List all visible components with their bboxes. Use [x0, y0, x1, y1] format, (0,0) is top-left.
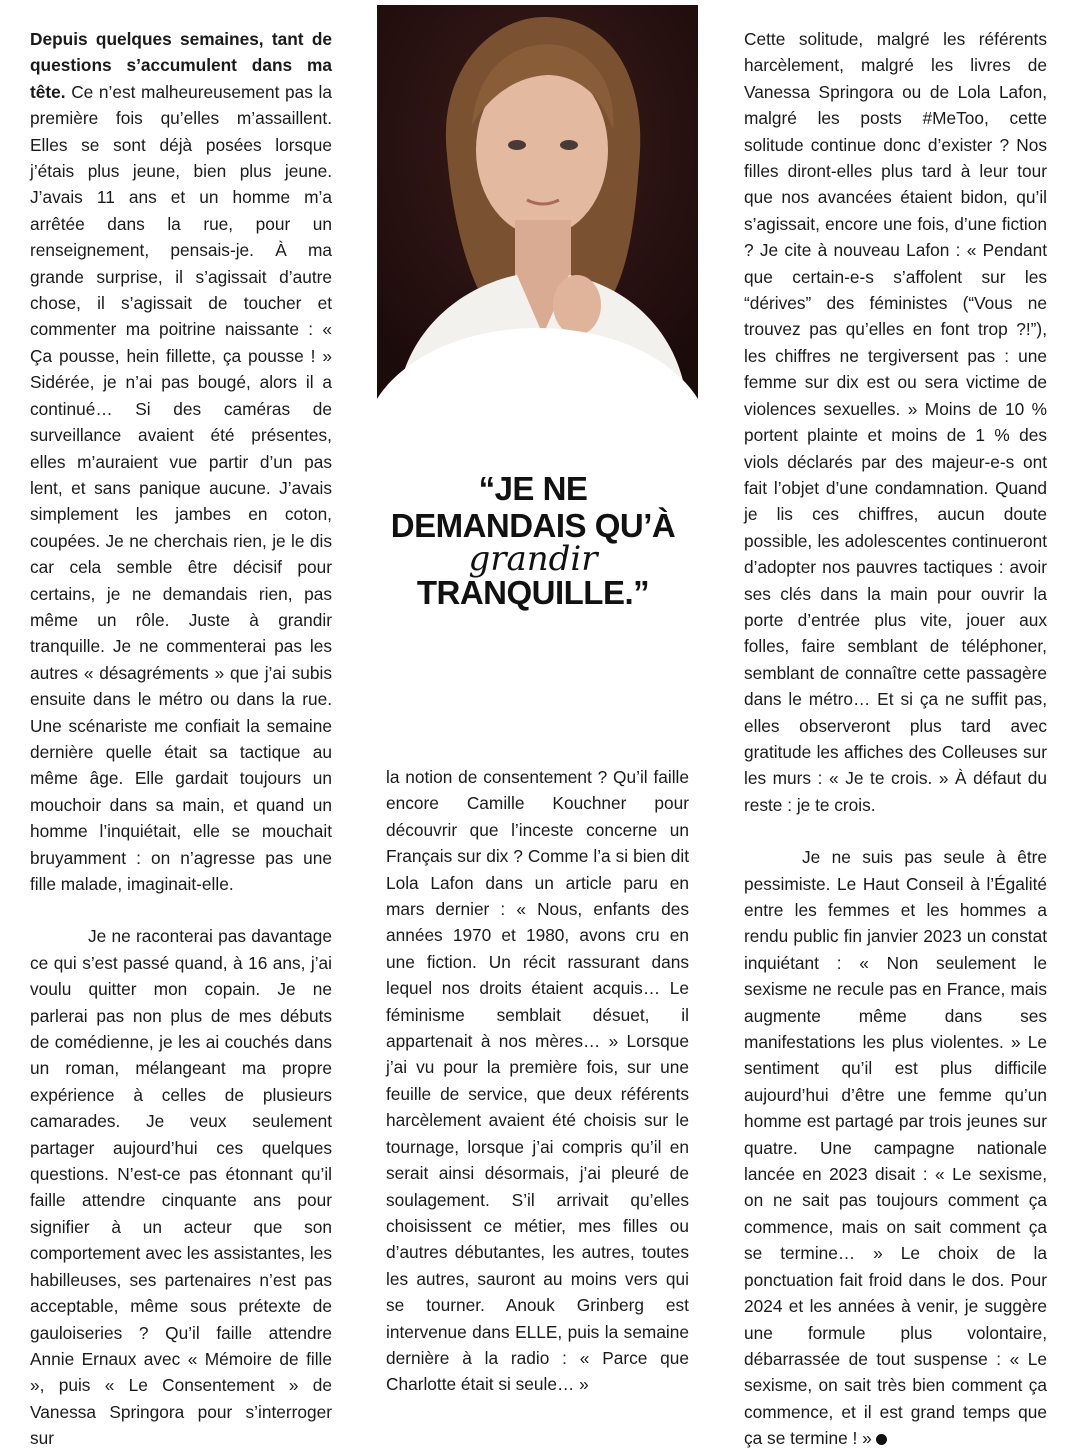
article-paragraph: Cette solitude, malgré les référents harcèlement, malgré les livres de Vanessa Springora ou de Lola Lafon, malgré les posts #MeToo, cette solitude continue donc d’exister ? Nos filles diront-elles plus tard à leur tour que nos avancées étaient bidon, qu’il s’agissait, encore une fois, d’une fiction ? Je cite à nouveau Lafon : « Pendant que certain-e-s s’affolent sur les “dérives” des féministes (“Vous ne trouvez pas qu’elles en font trop ?!”), les chiffres ne tergiversent pas : une femme sur dix est ou sera victime de violences sexuelles. » Moins de 10 % portent plainte et moins de 1 % des viols déclarés par des majeur-e-s ont fait l’objet d’une condamnation. Quand je lis ces chiffres, aucun doute possible, les adolescentes continueront d’adopter nos pauvres tactiques : avoir ses clés dans la main pour ouvrir la porte d’entrée plus vite, jouer aux folles, faire semblant de téléphoner, semblant de connaître cette passagère dans le métro… Et si ça ne suffit pas, elles observeront plus tard avec gratitude les affiches des Colleuses sur les murs : « Je te crois. » À défaut du reste : je te crois. — [744, 29, 1047, 815]
paragraph-gap — [30, 897, 332, 923]
paragraph-text: Je ne suis pas seule à être pessimiste. Le Haut Conseil à l’Égalité entre les femmes et les hommes a rendu public fin janvier 2023 un constat inquiétant : « Non seulement le sexisme ne recule pas en France, mais augmente même dans ses manifestations les plus violentes. » Le sentiment qu’il est plus difficile aujourd’hui d’être une femme qu’un homme est partagé par trois jeunes sur quatre. Une campagne nationale lancée en 2023 disait : « Le sexisme, on ne sait pas toujours comment ça commence, mais on sait comment ça se termine… » Le choix de la ponctuation fait froid dans le dos. Pour 2024 et les années à venir, je suggère une formule plus volontaire, débarrassée de tout suspense : « Le sexisme, on sait très bien comment ça commence, et il est grand temps que ça se termine ! » — [744, 847, 1047, 1449]
pull-quote — [372, 470, 694, 611]
paragraph-gap — [744, 818, 1047, 844]
quote-line: DEMANDAIS QU’À — [390, 507, 676, 544]
article-column-3 — [744, 26, 1047, 1452]
end-mark-icon — [876, 1434, 887, 1445]
article-paragraph: Je ne raconterai pas davantage ce qui s’est passé quand, à 16 ans, j’ai voulu quitter mon copain. Je ne parlerai pas non plus de mes débuts de comédienne, je les ai couchés dans un roman, mélangeant ma propre expérience à celles de plusieurs camarades. Je veux seulement partager aujourd’hui ces quelques questions. N’est-ce pas étonnant qu’il faille attendre cinquante ans pour signifier à un acteur que son comportement avec les assistantes, les habilleuses, ses partenaires n’est pas acceptable, même sous prétexte de gauloiseries ? Qu’il faille attendre Annie Ernaux avec « Mémoire de fille », puis « Le Consentement » de Vanessa Springora pour s’interroger sur — [30, 926, 332, 1449]
quote-script-word: grandir — [468, 539, 598, 579]
quote-line: “JE NE — [478, 470, 588, 507]
lead-sentence: Depuis quelques semaines, tant de questions s’accumulent dans ma tête. — [30, 29, 332, 102]
paragraph-text: Ce n’est malheureusement pas la première fois qu’elles m’assaillent. Elles se sont déjà posées lorsque j’étais plus jeune, bien plus jeune. J’avais 11 ans et un homme m’a arrêtée dans la rue, pour un renseignement, pensais-je. À ma grande surprise, il s’agissait d’autre chose, il s’agissait de toucher et commenter ma poitrine naissante : « Ça pousse, hein fillette, ça pousse ! » Sidérée, je n’ai pas bougé, alors il a continué… Si des caméras de surveillance avaient été présentes, elles m’auraient vue partir d’un pas lent, et sans panique aucune. J’avais simplement les jambes en coton, coupées. Je ne cherchais rien, je le dis car cela semble être décisif pour certains, je ne demandais rien, pas même un rôle. Juste à grandir tranquille. Je ne commenterai pas les autres « désagréments » que j’ai subis ensuite dans le métro ou dans la rue. Une scénariste me confiait la semaine dernière quelle était sa tactique au même âge. Elle gardait toujours un mouchoir dans sa main, et quand un homme l’inquiétait, elle se mouchait bruyamment : on n’agresse pas une fille malade, imaginait-elle. — [30, 81, 332, 894]
article-paragraph — [744, 844, 1047, 1451]
article-column-2 — [386, 764, 689, 1398]
article-column-1 — [30, 26, 332, 1452]
quote-line: TRANQUILLE.” — [416, 574, 650, 611]
article-paragraph: la notion de consentement ? Qu’il faille encore Camille Kouchner pour découvrir que l’inceste concerne un Français sur dix ? Comme l’a si bien dit Lola Lafon dans un article paru en mars dernier : « Nous, enfants des années 1970 et 1980, avons cru en une fiction. Un récit rassurant dans lequel nos droits étaient acquis… Le féminisme semblait désuet, il appartenait à nos mères… » Lorsque j’ai vu pour la première fois, sur une feuille de service, que deux référents harcèlement avaient été choisis sur le tournage, lorsque j’ai compris qu’il en serait ainsi désormais, j’ai pleuré de soulagement. S’il arrivait qu’elles choisissent ce métier, mes filles ou d’autres débutantes, les autres, toutes les autres, sauront au moins vers qui se tourner. Anouk Grinberg est intervenue dans ELLE, puis la semaine dernière à la radio : « Parce que Charlotte était si seule… » — [386, 767, 689, 1395]
article-paragraph — [30, 26, 332, 897]
